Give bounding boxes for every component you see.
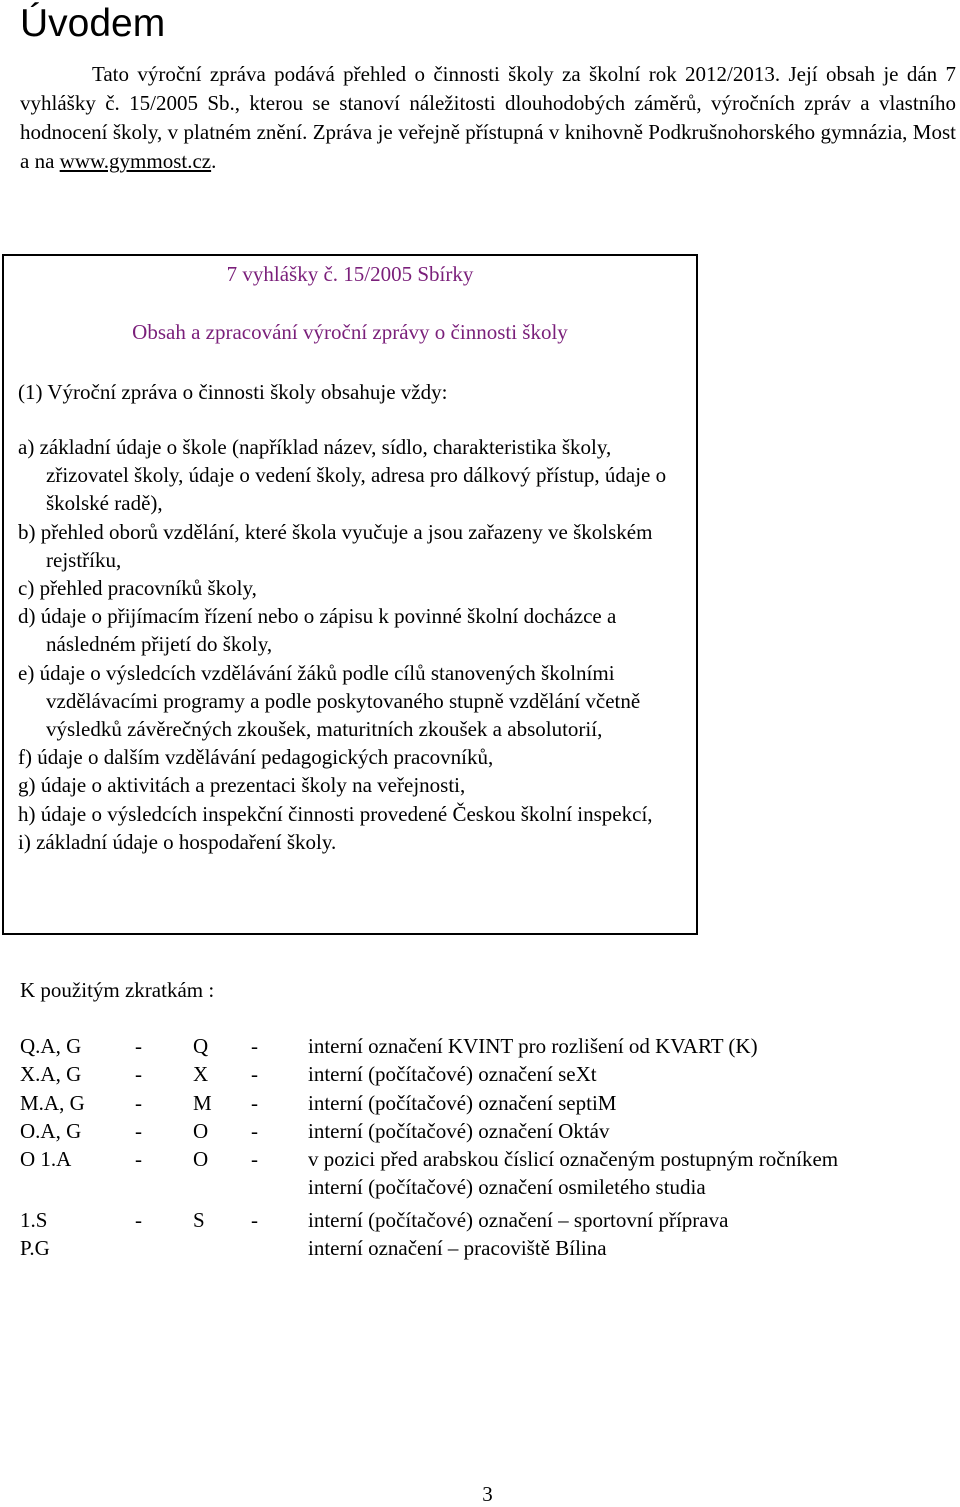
- abbr-letter: [193, 1234, 251, 1262]
- abbr-meaning: interní (počítačové) označení osmiletého studia: [308, 1175, 706, 1200]
- abbr-meaning: interní (počítačové) označení seXt: [308, 1062, 597, 1087]
- abbr-dash: -: [251, 1207, 258, 1232]
- list-item: e) údaje o výsledcích vzdělávání žáků podle cílů stanovených školními vzdělávacími programy a podle poskytovaného stupně vzdělání včetně výsledků závěrečných zkoušek, maturitních zkoušek a absolutorií,: [18, 660, 641, 742]
- abbr-dash: -: [135, 1118, 142, 1143]
- abbr-dash: -: [135, 1090, 142, 1115]
- abbr-dash: -: [251, 1090, 258, 1115]
- abbreviation-row: [20, 1089, 948, 1117]
- abbr-code: M.A, G: [20, 1090, 85, 1115]
- intro-text-end: .: [211, 149, 217, 173]
- abbr-code: [20, 1173, 135, 1201]
- abbreviation-row: [20, 1173, 948, 1201]
- abbr-letter: X: [193, 1062, 209, 1087]
- abbr-code: O.A, G: [20, 1118, 82, 1143]
- abbr-dash: -: [251, 1118, 258, 1143]
- abbr-dash: -: [251, 1034, 258, 1058]
- law-lead-text: (1) Výroční zpráva o činnosti školy obsahuje vždy:: [18, 380, 448, 404]
- abbr-code: Q.A, G: [20, 1034, 82, 1058]
- abbr-dash: -: [135, 1207, 142, 1232]
- abbreviations-table: [20, 1032, 948, 1262]
- abbr-code: P.G: [20, 1236, 50, 1261]
- abbr-dash: -: [251, 1147, 258, 1172]
- abbreviation-row: [20, 1117, 948, 1145]
- abbr-code: X.A, G: [20, 1062, 82, 1087]
- abbr-meaning: interní označení KVINT pro rozlišení od KVART (K): [308, 1034, 758, 1058]
- abbreviation-row: [20, 1145, 948, 1173]
- abbreviations-title: K použitým zkratkám :: [20, 978, 215, 1002]
- abbr-dash: -: [135, 1147, 142, 1172]
- abbr-letter: [193, 1173, 251, 1201]
- law-section-subheading: Obsah a zpracování výroční zprávy o činnosti školy: [132, 320, 568, 344]
- list-item: g) údaje o aktivitách a prezentaci školy na veřejnosti,: [18, 773, 466, 798]
- list-item: i) základní údaje o hospodaření školy.: [18, 829, 337, 854]
- law-items-list: [18, 433, 688, 856]
- abbr-meaning: interní označení – pracoviště Bílina: [308, 1236, 607, 1261]
- abbr-code: O 1.A: [20, 1147, 72, 1172]
- intro-text: Tato výroční zpráva podává přehled o činnosti školy za školní rok 2012/2013. Její obsah je dán 7 vyhlášky č. 15/2005 Sb., kterou se stanoví náležitosti dlouhodobých záměrů, výročních zpráv a vlastního hodnocení školy, v platném znění. Zpráva je veřejně přístupná v knihovně Podkrušnohorského gymnázia, Most a na: [20, 62, 956, 173]
- list-item: f) údaje o dalším vzdělávání pedagogických pracovníků,: [18, 745, 494, 770]
- list-item: a) základní údaje o škole (například název, sídlo, charakteristika školy, zřizovatel školy, údaje o vedení školy, adresa pro dálkový přístup, údaje o školské radě),: [18, 435, 667, 516]
- list-item: h) údaje o výsledcích inspekční činnosti provedené Českou školní inspekcí,: [18, 801, 653, 826]
- abbr-letter: S: [193, 1207, 205, 1232]
- page-number: 3: [482, 1482, 493, 1506]
- abbreviation-row: [20, 1060, 948, 1088]
- intro-paragraph: [20, 60, 956, 176]
- abbr-dash: -: [135, 1034, 142, 1058]
- list-item: b) přehled oborů vzdělání, které škola vyučuje a jsou zařazeny ve školském rejstříku,: [18, 519, 653, 572]
- abbr-dash: -: [135, 1062, 142, 1087]
- abbr-letter: O: [193, 1118, 209, 1143]
- abbr-dash: [135, 1173, 193, 1201]
- abbr-meaning: interní (počítačové) označení septiM: [308, 1090, 617, 1115]
- abbr-dash: [135, 1234, 193, 1262]
- page-title: Úvodem: [20, 2, 166, 45]
- abbr-letter: Q: [193, 1034, 209, 1058]
- abbr-meaning: interní (počítačové) označení Oktáv: [308, 1118, 610, 1143]
- list-item: c) přehled pracovníků školy,: [18, 576, 257, 601]
- abbreviation-row: [20, 1032, 948, 1060]
- law-reference-heading: 7 vyhlášky č. 15/2005 Sbírky: [226, 262, 474, 286]
- abbr-meaning: v pozici před arabskou číslicí označeným postupným ročníkem: [308, 1147, 839, 1172]
- abbr-letter: O: [193, 1147, 209, 1172]
- abbreviation-row: [20, 1206, 948, 1234]
- abbr-dash: [251, 1173, 308, 1201]
- abbr-meaning: interní (počítačové) označení – sportovní příprava: [308, 1207, 729, 1232]
- website-link[interactable]: www.gymmost.cz: [59, 149, 212, 173]
- list-item: d) údaje o přijímacím řízení nebo o zápisu k povinné školní docházce a následném přijetí do školy,: [18, 604, 617, 657]
- abbr-dash: -: [251, 1062, 258, 1087]
- abbr-code: 1.S: [20, 1207, 48, 1232]
- abbr-letter: M: [193, 1090, 212, 1115]
- abbreviation-row: [20, 1234, 948, 1262]
- abbr-dash: [251, 1234, 308, 1262]
